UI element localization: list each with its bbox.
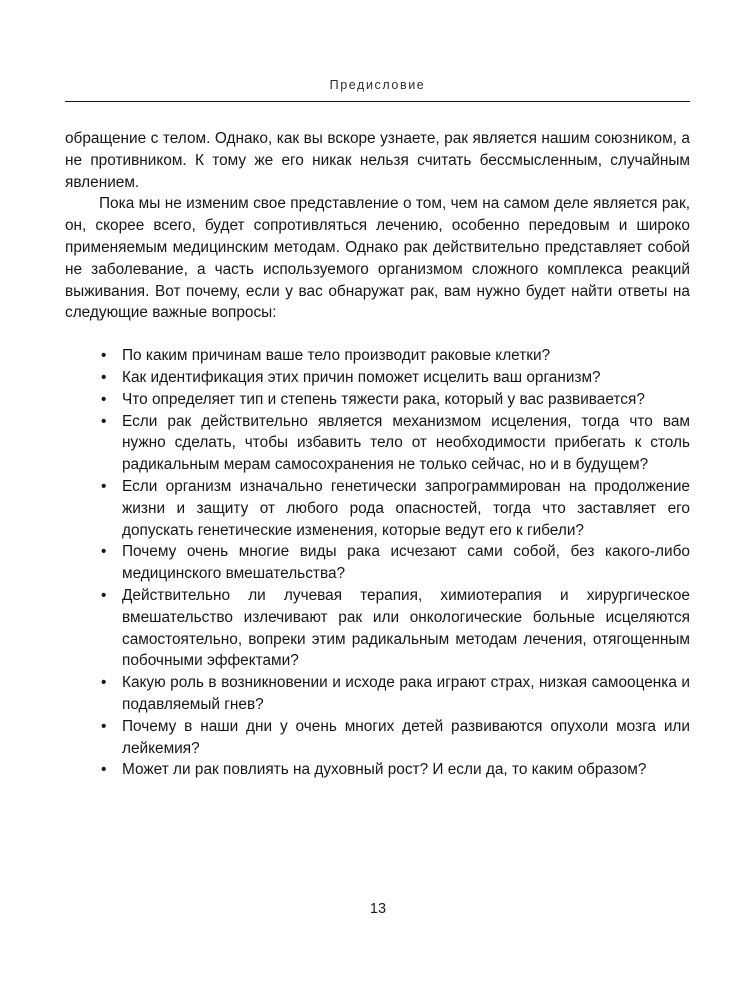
list-item: • Если рак действительно является механизмом исцеления, тогда что вам нужно сделать, чтобы избавить тело от необходимости прибегать к столь радикальным мерам самосохранения не только сейчас, но и в будущем?	[65, 411, 690, 476]
list-item: • Может ли рак повлиять на духовный рост? И если да, то каким образом?	[65, 759, 690, 781]
list-item: • По каким причинам ваше тело производит раковые клетки?	[65, 345, 690, 367]
list-item: • Почему в наши дни у очень многих детей развиваются опухоли мозга или лейкемия?	[65, 716, 690, 760]
list-item: • Что определяет тип и степень тяжести рака, который у вас развивается?	[65, 389, 690, 411]
page-number: 13	[369, 901, 387, 917]
page-content	[65, 0, 690, 781]
header-rule	[65, 101, 690, 102]
running-header: Предисловие	[329, 78, 426, 92]
paragraph-continuation: обращение с телом. Однако, как вы вскоре узнаете, рак является нашим союзником, а не противником. К тому же его никак нельзя считать бессмысленным, случайным явлением.	[65, 130, 690, 191]
list-item: • Как идентификация этих причин поможет исцелить ваш организм?	[65, 367, 690, 389]
question-list	[65, 345, 690, 781]
list-item: • Если организм изначально генетически запрограммирован на продолжение жизни и защиту от любого рода опасностей, тогда что заставляет его допускать генетические изменения, которые ведут его к гибели?	[65, 476, 690, 541]
body-text	[65, 128, 690, 781]
list-item: • Почему очень многие виды рака исчезают сами собой, без какого-либо медицинского вмешательства?	[65, 541, 690, 585]
list-item: • Какую роль в возникновении и исходе рака играют страх, низкая самооценка и подавляемый гнев?	[65, 672, 690, 716]
paragraph: Пока мы не изменим свое представление о том, чем на самом деле является рак, он, скорее всего, будет сопротивляться лечению, особенно передовым и широко применяемым медицинским методам. Однако рак действительно представляет собой не заболевание, а часть используемого организмом сложного комплекса реакций выживания. Вот почему, если у вас обнаружат рак, вам нужно будет найти ответы на следующие важные вопросы:	[65, 195, 690, 322]
list-item: • Действительно ли лучевая терапия, химиотерапия и хирургическое вмешательство излечивают рак или онкологические больные исцеляются самостоятельно, вопреки этим радикальным методам лечения, отягощенным побочными эффектами?	[65, 585, 690, 672]
